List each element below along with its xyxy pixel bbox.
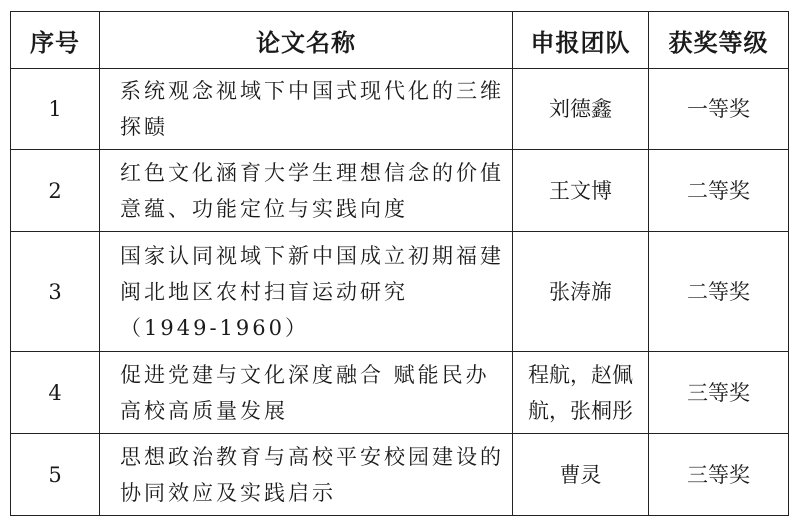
- row-index: 2: [11, 150, 100, 232]
- table-row: [11, 434, 789, 516]
- row-title: 促进党建与文化深度融合 赋能民办高校高质量发展: [100, 352, 513, 434]
- row-index: 5: [11, 434, 100, 516]
- row-award: 二等奖: [649, 150, 789, 232]
- header-index: 序号: [11, 12, 100, 69]
- row-title: 思想政治教育与高校平安校园建设的协同效应及实践启示: [100, 434, 513, 516]
- header-team: 申报团队: [513, 12, 649, 69]
- row-title: 系统观念视域下中国式现代化的三维探赜: [100, 69, 513, 150]
- table-row: [11, 150, 789, 232]
- row-award: 三等奖: [649, 352, 789, 434]
- table-row: [11, 69, 789, 150]
- row-index: 3: [11, 232, 100, 352]
- header-award: 获奖等级: [649, 12, 789, 69]
- header-title: 论文名称: [100, 12, 513, 69]
- row-team: 曹灵: [513, 434, 649, 516]
- row-award: 三等奖: [649, 434, 789, 516]
- row-title: 红色文化涵育大学生理想信念的价值意蕴、功能定位与实践向度: [100, 150, 513, 232]
- row-title: 国家认同视域下新中国成立初期福建闽北地区农村扫盲运动研究（1949-1960）: [100, 232, 513, 352]
- row-award: 一等奖: [649, 69, 789, 150]
- row-team: 张涛旆: [513, 232, 649, 352]
- table-header-row: [11, 12, 789, 69]
- table-row: [11, 352, 789, 434]
- row-index: 1: [11, 69, 100, 150]
- row-team: 刘德鑫: [513, 69, 649, 150]
- awards-table: [10, 11, 789, 516]
- row-team: 程航，赵佩航，张桐彤: [513, 352, 649, 434]
- table-row: [11, 232, 789, 352]
- row-index: 4: [11, 352, 100, 434]
- row-team: 王文博: [513, 150, 649, 232]
- row-award: 二等奖: [649, 232, 789, 352]
